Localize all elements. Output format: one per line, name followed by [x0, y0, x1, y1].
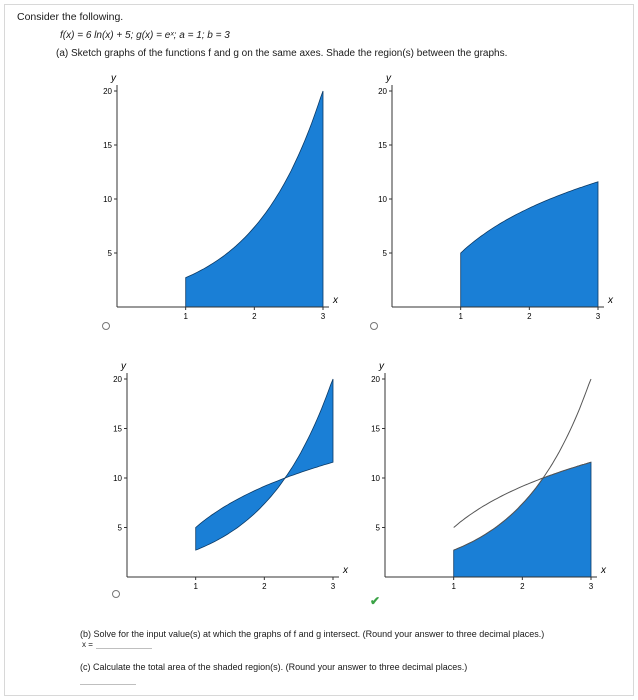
- y-tick-label: 20: [378, 87, 387, 96]
- part-c-answer-input[interactable]: [80, 674, 136, 685]
- y-axis-label: y: [121, 361, 126, 372]
- x-tick-label: 1: [193, 582, 198, 591]
- y-tick-label: 5: [375, 523, 380, 533]
- x-tick-label: 1: [458, 312, 463, 321]
- y-tick-label: 15: [371, 424, 380, 434]
- shaded-region: [461, 182, 598, 307]
- x-tick-label: 2: [262, 582, 267, 591]
- y-tick-label: 20: [113, 375, 122, 384]
- graph-option-4[interactable]: [355, 363, 625, 598]
- x-axis-label: x: [343, 565, 348, 576]
- graph-option-1[interactable]: [80, 65, 350, 330]
- shaded-region: [454, 462, 591, 577]
- x-axis-label: x: [601, 565, 606, 576]
- x-tick-label: 2: [527, 312, 532, 321]
- part-b-prompt: (b) Solve for the input value(s) at which the graphs of f and g intersect. (Round your answer to three decimal places.): [80, 629, 545, 639]
- graph-option-2[interactable]: [355, 65, 625, 330]
- function-definitions: f(x) = 6 ln(x) + 5; g(x) = eˣ; a = 1; b = 3: [60, 30, 230, 41]
- x-tick-label: 3: [588, 582, 594, 591]
- y-tick-label: 5: [107, 249, 112, 258]
- shaded-region: [196, 379, 333, 550]
- y-tick-label: 5: [382, 249, 387, 258]
- y-axis-label: y: [386, 73, 391, 84]
- selected-check-icon: ✔: [370, 594, 381, 608]
- x-tick-label: 3: [330, 582, 336, 591]
- y-tick-label: 10: [371, 474, 380, 483]
- x-tick-label: 1: [183, 312, 188, 321]
- y-tick-label: 5: [117, 523, 122, 533]
- question-intro: Consider the following.: [17, 11, 124, 23]
- radio-option-2[interactable]: [370, 322, 378, 330]
- y-tick-label: 20: [103, 87, 112, 96]
- part-b-answer-input[interactable]: [96, 638, 152, 649]
- y-axis-label: y: [111, 73, 116, 84]
- y-tick-label: 10: [113, 474, 122, 483]
- part-b-answer-label: x =: [82, 640, 93, 649]
- x-tick-label: 3: [595, 312, 601, 321]
- y-tick-label: 15: [103, 141, 112, 150]
- x-tick-label: 3: [320, 312, 326, 321]
- x-tick-label: 2: [520, 582, 525, 591]
- graph-option-3[interactable]: [85, 363, 355, 598]
- part-c-prompt: (c) Calculate the total area of the shaded region(s). (Round your answer to three decimal places.): [80, 662, 468, 672]
- x-tick-label: 1: [451, 582, 456, 591]
- y-tick-label: 20: [371, 375, 380, 384]
- x-axis-label: x: [333, 295, 338, 306]
- y-tick-label: 10: [378, 195, 387, 204]
- y-tick-label: 15: [378, 141, 387, 150]
- radio-option-3[interactable]: [112, 590, 120, 598]
- x-axis-label: x: [608, 295, 613, 306]
- part-a-prompt: (a) Sketch graphs of the functions f and g on the same axes. Shade the region(s) between the graphs.: [56, 48, 508, 59]
- y-tick-label: 15: [113, 424, 122, 434]
- y-axis-label: y: [379, 361, 384, 372]
- radio-option-1[interactable]: [102, 322, 110, 330]
- shaded-region: [186, 91, 323, 307]
- x-tick-label: 2: [252, 312, 257, 321]
- y-tick-label: 10: [103, 195, 112, 204]
